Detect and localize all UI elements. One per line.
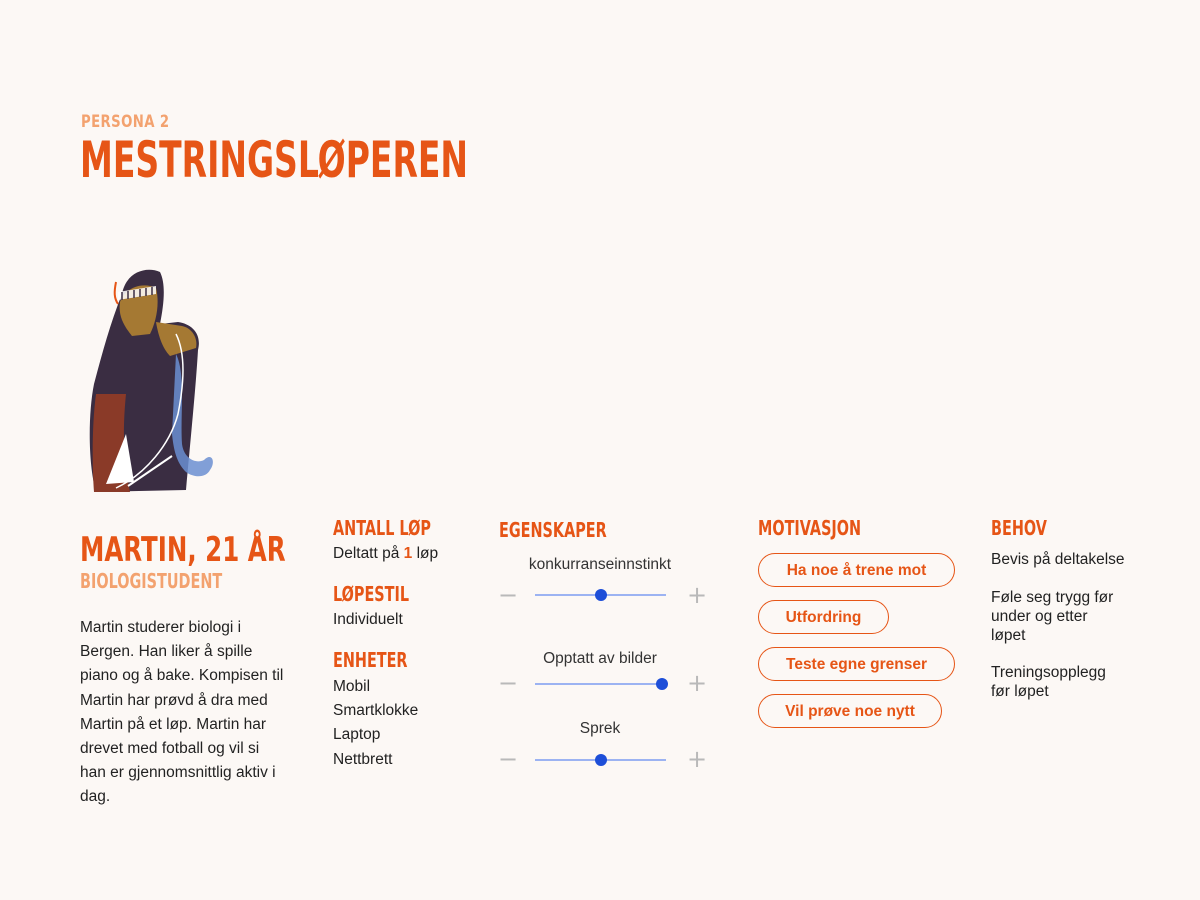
antall-lop-value [333,545,438,563]
antall-lop-prefix: Deltatt på [333,545,404,562]
motivation-chip[interactable]: Vil prøve noe nytt [758,694,942,728]
plus-icon[interactable]: + [687,745,708,773]
slider-label-sprek: Sprek [579,720,621,737]
device-item: Laptop [333,726,381,744]
antall-lop-heading: ANTALL LØP [333,516,431,540]
slider-thumb[interactable] [595,754,607,766]
plus-icon[interactable]: + [687,669,708,697]
enheter-list [333,675,418,772]
motivation-chip[interactable]: Utfordring [758,600,889,634]
lopestil-value: Individuelt [333,611,403,628]
persona-label: PERSONA 2 [81,112,170,132]
slider-thumb[interactable] [656,678,668,690]
plus-icon[interactable]: + [687,581,708,609]
lopestil-heading: LØPESTIL [333,582,410,606]
need-item: Føle seg trygg før under og etter løpet [991,589,1114,644]
page-title: MESTRINGSLØPEREN [80,131,469,189]
minus-icon[interactable]: − [498,581,519,609]
device-item: Mobil [333,678,371,695]
device-item: Nettbrett [333,750,393,768]
persona-name: MARTIN, 21 ÅR [80,530,286,570]
egenskaper-heading: EGENSKAPER [499,518,607,542]
behov-heading: BEHOV [991,516,1047,540]
motivation-chip[interactable]: Ha noe å trene mot [758,553,955,587]
persona-illustration [86,264,220,494]
persona-bio: Martin studerer biologi i Bergen. Han liker å spille piano og å bake. Kompisen til Martin har prøvd å dra med Martin på et løp. Martin har drevet med fotball og vil si han er gjennomsnittlig aktiv i dag. [80,619,284,806]
device-item: Smartklokke [333,702,419,720]
need-item: Treningsopplegg før løpet [991,664,1106,700]
slider-track[interactable] [535,683,666,685]
minus-icon[interactable]: − [498,669,519,697]
antall-lop-suffix: løp [412,545,439,562]
persona-role: BIOLOGISTUDENT [80,569,223,593]
slider-label-konkurranse: konkurranseinnstinkt [528,556,672,573]
slider-label-bilder: Opptatt av bilder [543,650,657,667]
motivasjon-heading: MOTIVASJON [758,516,862,540]
need-item: Bevis på deltakelse [991,551,1125,568]
minus-icon[interactable]: − [498,745,519,773]
enheter-heading: ENHETER [333,648,408,672]
antall-lop-count: 1 [403,545,413,562]
motivation-chip[interactable]: Teste egne grenser [758,647,955,681]
slider-thumb[interactable] [595,589,607,601]
